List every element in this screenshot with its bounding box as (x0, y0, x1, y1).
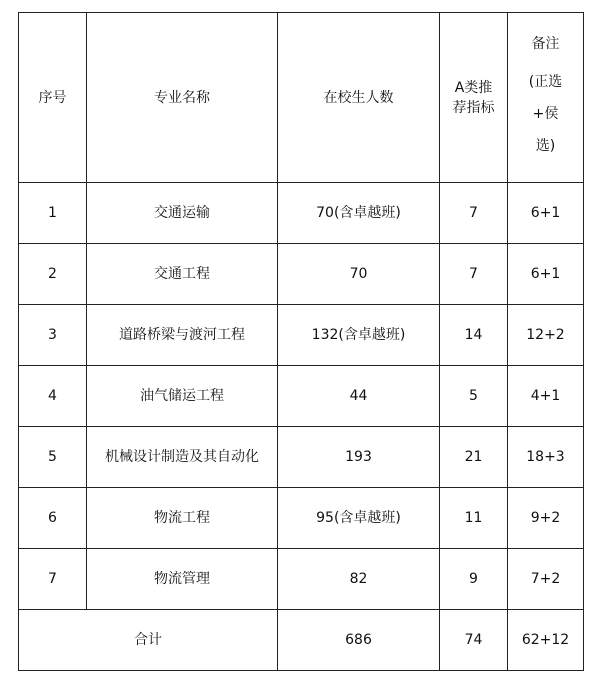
row-major-name: 物流管理 (87, 549, 278, 610)
row-quota: 14 (440, 305, 508, 366)
header-major-name: 专业名称 (87, 13, 278, 183)
header-remark-title: 备注 (531, 35, 560, 52)
recommendation-quota-table (18, 12, 584, 671)
row-remark: 9+2 (508, 488, 584, 549)
table-row (19, 488, 584, 549)
table-row (19, 305, 584, 366)
row-student-count: 132(含卓越班) (278, 305, 440, 366)
row-remark: 4+1 (508, 366, 584, 427)
row-student-count: 82 (278, 549, 440, 610)
row-index: 3 (19, 305, 87, 366)
row-major-name: 交通工程 (87, 244, 278, 305)
table-row (19, 183, 584, 244)
total-quota: 74 (440, 610, 508, 671)
header-remark-line1: (正选 (528, 73, 563, 90)
row-quota: 21 (440, 427, 508, 488)
total-remark: 62+12 (508, 610, 584, 671)
row-quota: 7 (440, 244, 508, 305)
table-row (19, 244, 584, 305)
header-remark-line3: 选) (535, 137, 556, 154)
table-row (19, 427, 584, 488)
table-row (19, 366, 584, 427)
row-student-count: 95(含卓越班) (278, 488, 440, 549)
header-quota-line1: A类推 (454, 79, 493, 96)
row-index: 2 (19, 244, 87, 305)
row-remark: 6+1 (508, 244, 584, 305)
table-total-row (19, 610, 584, 671)
row-quota: 7 (440, 183, 508, 244)
header-remark (508, 13, 584, 183)
header-quota-line2: 荐指标 (452, 99, 495, 116)
header-student-count: 在校生人数 (278, 13, 440, 183)
total-student-count: 686 (278, 610, 440, 671)
row-quota: 5 (440, 366, 508, 427)
row-major-name: 物流工程 (87, 488, 278, 549)
table-header-row (19, 13, 584, 183)
row-index: 6 (19, 488, 87, 549)
row-index: 4 (19, 366, 87, 427)
row-quota: 9 (440, 549, 508, 610)
row-major-name: 交通运输 (87, 183, 278, 244)
row-index: 7 (19, 549, 87, 610)
total-label: 合计 (19, 610, 278, 671)
row-index: 5 (19, 427, 87, 488)
row-student-count: 70(含卓越班) (278, 183, 440, 244)
row-remark: 12+2 (508, 305, 584, 366)
header-remark-line2: +侯 (532, 105, 559, 122)
row-student-count: 44 (278, 366, 440, 427)
row-index: 1 (19, 183, 87, 244)
row-quota: 11 (440, 488, 508, 549)
row-major-name: 油气储运工程 (87, 366, 278, 427)
table-row (19, 549, 584, 610)
row-major-name: 机械设计制造及其自动化 (87, 427, 278, 488)
row-major-name: 道路桥梁与渡河工程 (87, 305, 278, 366)
header-index: 序号 (19, 13, 87, 183)
row-remark: 6+1 (508, 183, 584, 244)
row-remark: 18+3 (508, 427, 584, 488)
row-remark: 7+2 (508, 549, 584, 610)
header-quota (440, 13, 508, 183)
row-student-count: 70 (278, 244, 440, 305)
row-student-count: 193 (278, 427, 440, 488)
